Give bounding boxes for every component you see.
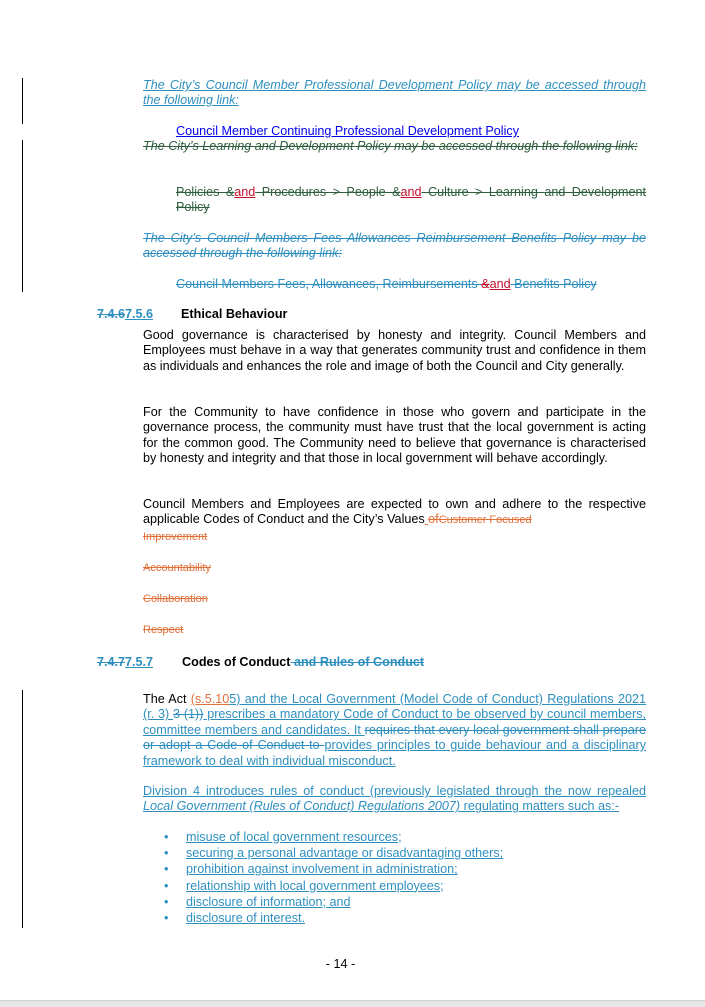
ethical-paragraph-3: Council Members and Employees are expected to own and adhere to the respective applicable Codes of Conduct and the City’s Values ofCustomer Focused	[143, 497, 646, 527]
value-customer-focused: Customer Focused	[438, 514, 532, 527]
fees-policy-text: The City’s Council Members Fees Allowances Reimbursement Benefits Policy may be accessed through the following link:	[143, 231, 646, 261]
fees-policy-link-line: Council Members Fees, Allowances, Reimbursements &and Benefits Policy	[176, 277, 597, 291]
learning-policy-link[interactable]: Culture > Learning and Development Policy	[176, 185, 646, 215]
fees-policy-link[interactable]: Benefits Policy	[510, 277, 597, 291]
list-item: • disclosure of information; and	[164, 894, 351, 909]
learning-policy-text: The City’s Learning and Development Policy may be accessed through the following link:	[143, 139, 638, 153]
section-title: Ethical Behaviour	[181, 307, 288, 321]
value-respect: Respect	[143, 624, 184, 636]
section-title: Codes of Conduct	[182, 655, 291, 669]
section-heading-codes-of-conduct	[97, 655, 424, 670]
section-number-deleted: 7.4.7	[97, 655, 126, 669]
value-accountability: Accountability	[143, 562, 211, 574]
list-item: • securing a personal advantage or disadvantaging others;	[164, 846, 504, 861]
cpd-policy-text: The City’s Council Member Professional Development Policy may be accessed through the following link:	[143, 78, 646, 108]
codes-act-paragraph: The Act (s.5.105) and the Local Government (Model Code of Conduct) Regulations 2021 (r. 3) 3 (1)) prescribes a mandatory Code of Conduct to be observed by council members, committee members and candidates. It requires that every local government shall prepare or adopt a Code of Conduct to provides principles to guide behaviour and a disciplinary framework to deal with individual misconduct.	[143, 692, 647, 768]
list-item: • misuse of local government resources;	[164, 830, 402, 844]
page-number: - 14 -	[325, 957, 356, 971]
ethical-paragraph-2: For the Community to have confidence in those who govern and participate in the governance process, the community must have trust that the local government is acting for the common good. The Community need to believe that governance is characterised by honesty and integrity and that those in local government will behave accordingly.	[143, 405, 646, 466]
section-title-deleted: and Rules of Conduct	[290, 655, 425, 669]
learning-policy-paragraph	[143, 139, 646, 154]
conduct-matters-list	[164, 830, 584, 927]
cpd-policy-link-line	[176, 124, 646, 139]
division-4-paragraph: Division 4 introduces rules of conduct (previously legislated through the now repealed Local Government (Rules of Conduct) Regulations 2007) regulating matters such as:-	[143, 784, 646, 814]
cpd-policy-link[interactable]: Council Member Continuing Professional Development Policy	[176, 124, 519, 138]
fees-policy-paragraph	[143, 231, 646, 262]
section-number: 7.5.6	[125, 307, 154, 321]
section-heading-ethical-behaviour	[97, 307, 287, 322]
value-collaboration: Collaboration	[143, 593, 208, 605]
list-item: • prohibition against involvement in administration;	[164, 862, 458, 877]
ethical-paragraph-1: Good governance is characterised by honesty and integrity. Council Members and Employees must behave in a way that generates community trust and confidence in them as individuals and enhances the role and image of both the Council and City generally.	[143, 328, 646, 373]
change-bar	[22, 78, 23, 124]
value-improvement: Improvement	[143, 531, 208, 543]
list-item: • disclosure of interest.	[164, 910, 305, 925]
cpd-policy-paragraph	[143, 78, 646, 109]
change-bar	[22, 140, 23, 292]
list-item: • relationship with local government employees;	[164, 878, 444, 893]
section-number: 7.5.7	[125, 655, 154, 669]
section-number-deleted: 7.4.6	[97, 307, 126, 321]
learning-policy-link-line: Policies &and Procedures > People &and Culture > Learning and Development Policy	[176, 185, 646, 215]
change-bar	[22, 690, 23, 928]
